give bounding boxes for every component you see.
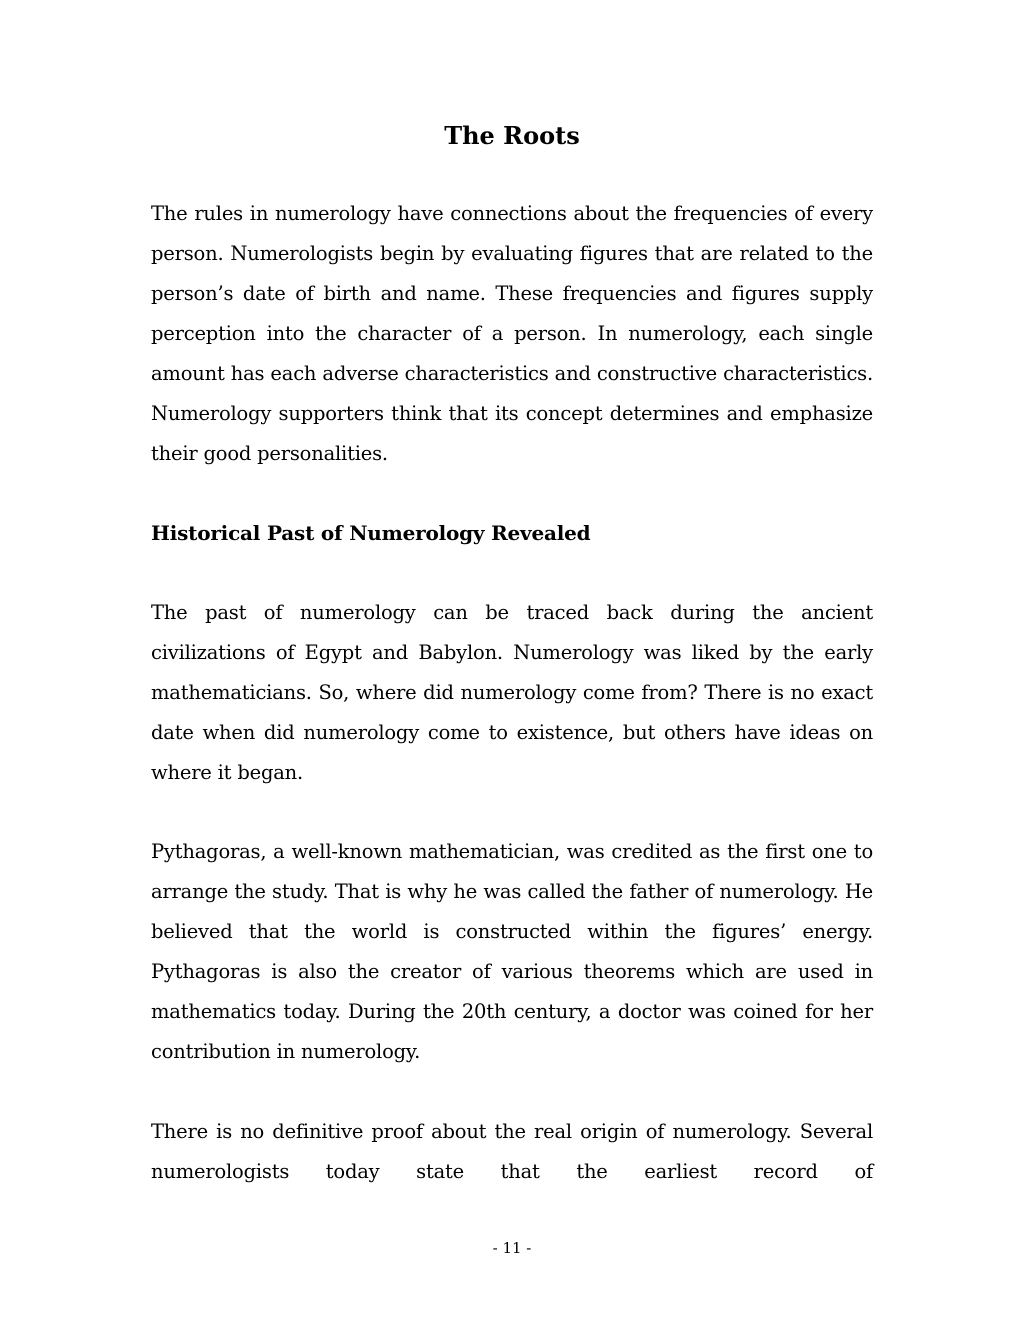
page-title: The Roots [444, 121, 580, 150]
section-heading: Historical Past of Numerology Revealed [151, 521, 591, 545]
paragraph-history: The past of numerology can be traced back during the ancient civilizations of Egypt and Babylon. Numerology was liked by the early mathematicians. So, where did numerology come from? There is no exact date when did numerology come to existence, but others have ideas on where it began. [151, 601, 873, 784]
paragraph-frequencies: The rules in numerology have connections about the frequencies of every person. Numerologists begin by evaluating figures that are related to the person’s date of birth and name. These frequencies and figures supply perception into the character of a person. In numerology, each single amount has each adverse characteristics and constructive characteristics. Numerology supporters think that its concept determines and emphasize their good personalities. [151, 202, 873, 465]
paragraph-origin: There is no definitive proof about the real origin of numerology. Several numerologists today state that the earliest record of [151, 1120, 873, 1183]
paragraph-pythagoras: Pythagoras, a well-known mathematician, was credited as the first one to arrange the study. That is why he was called the father of numerology. He believed that the world is constructed within the figures’ energy. Pythagoras is also the creator of various theorems which are used in mathematics today. During the 20th century, a doctor was coined for her contribution in numerology. [151, 840, 873, 1063]
page-number: - 11 - [492, 1239, 532, 1257]
